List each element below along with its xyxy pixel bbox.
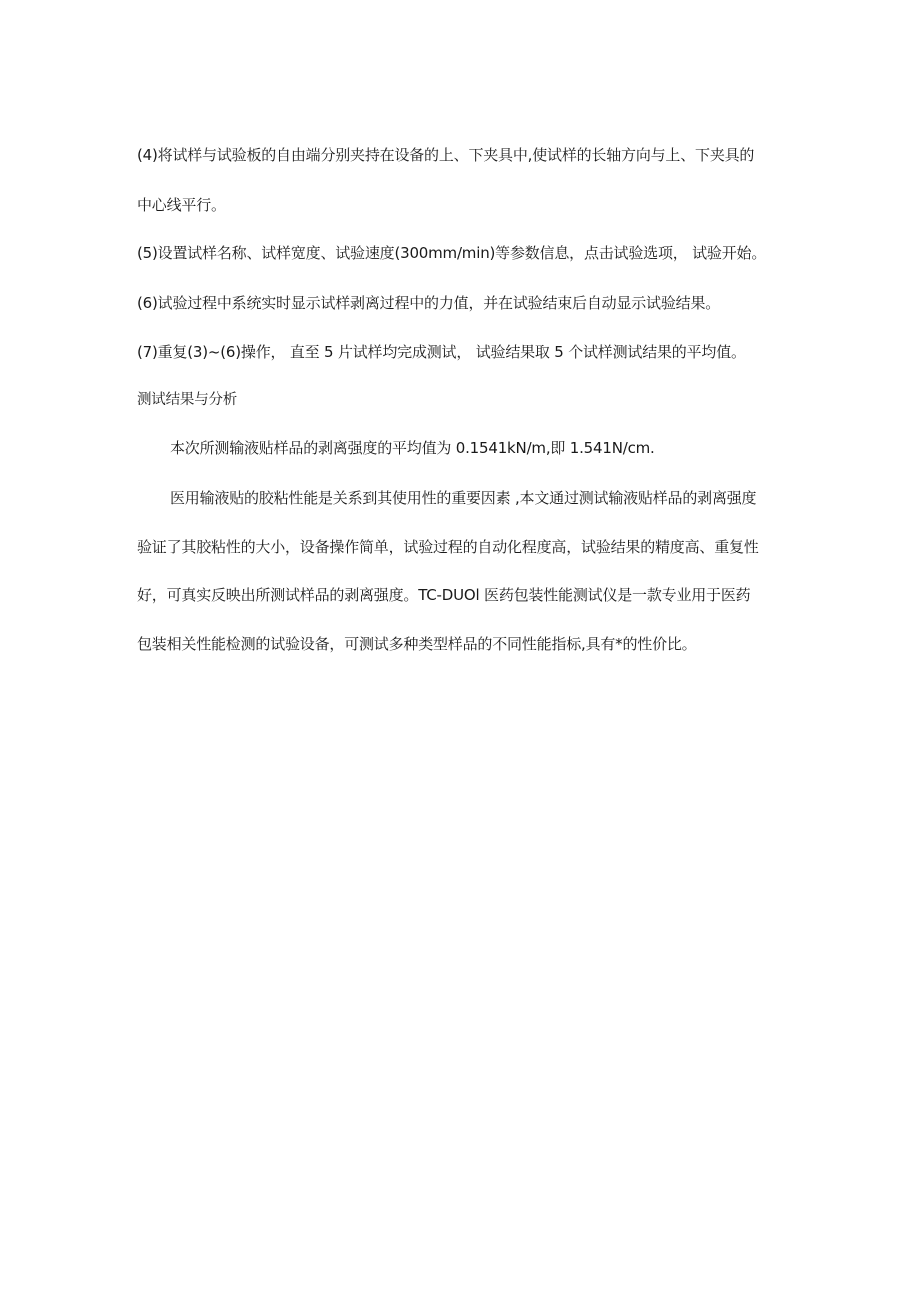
result-sentence: 本次所测输液贴样品的剥离强度的平均值为 0.1541kN/m,即 1.541N/cm. bbox=[170, 439, 655, 457]
step-6: (6)试验过程中系统实时显示试样剥离过程中的力值，并在试验结束后自动显示试验结果。 bbox=[137, 294, 721, 312]
conclusion-line-2: 验证了其胶粘性的大小，设备操作简单，试验过程的自动化程度高，试验结果的精度高、重复性 bbox=[137, 538, 759, 556]
conclusion-line-1: 医用输液贴的胶粘性能是关系到其使用性的重要因素 ,本文通过测试输液贴样品的剥离强度 bbox=[170, 489, 757, 507]
step-7: (7)重复(3)~(6)操作， 直至 5 片试样均完成测试， 试验结果取 5 个试样测试结果的平均值。 bbox=[137, 343, 746, 361]
step-4-line-2: 中心线平行。 bbox=[137, 196, 226, 214]
section-heading: 测试结果与分析 bbox=[137, 392, 238, 408]
step-4-line-1: (4)将试样与试验板的自由端分别夹持在设备的上、下夹具中,使试样的长轴方向与上、下夹具的 bbox=[137, 146, 755, 164]
conclusion-line-4: 包装相关性能检测的试验设备，可测试多种类型样品的不同性能指标,具有*的性价比。 bbox=[137, 635, 697, 653]
step-5: (5)设置试样名称、试样宽度、试验速度(300mm/min)等参数信息，点击试验选项， 试验开始。 bbox=[137, 244, 767, 262]
conclusion-line-3: 好，可真实反映出所测试样品的剥离强度。TC-DUOl 医药包装性能测试仪是一款专业用于医药 bbox=[137, 586, 751, 604]
